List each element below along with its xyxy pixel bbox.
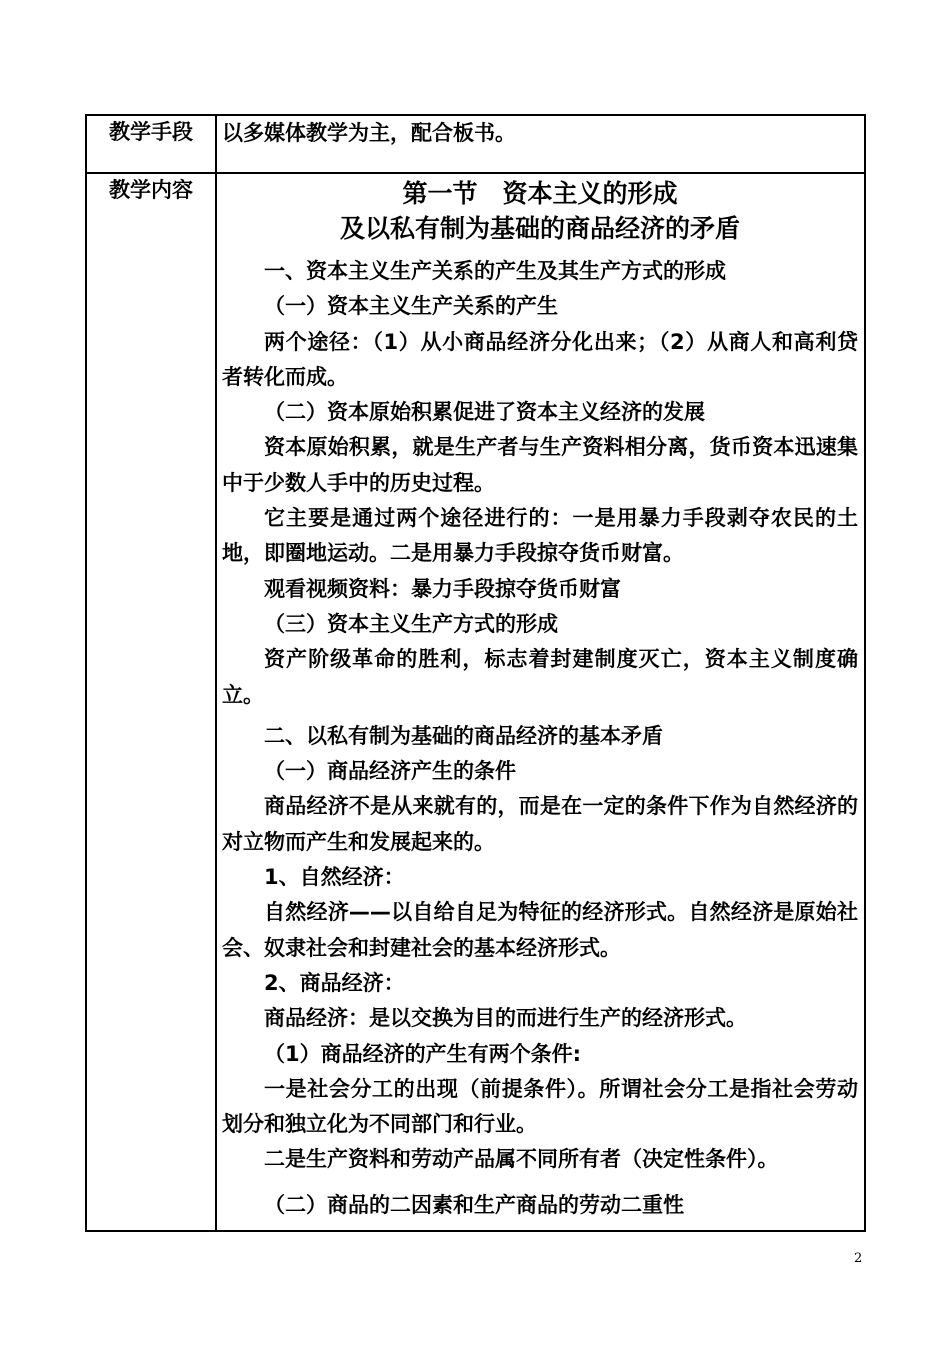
paragraph: 商品经济不是从来就有的，而是在一定的条件下作为自然经济的对立物而产生和发展起来的。 <box>222 794 858 854</box>
paragraph: 商品经济：是以交换为目的而进行生产的经济形式。 <box>264 1006 747 1031</box>
paragraph: 资本原始积累，就是生产者与生产资料相分离，货币资本迅速集中于少数人手中的历史过程。 <box>222 435 858 495</box>
teaching-method-row <box>86 115 865 173</box>
paragraph: 资产阶级革命的胜利，标志着封建制度灭亡，资本主义制度确立。 <box>222 647 858 707</box>
teaching-content-cell <box>216 173 865 1231</box>
lesson-plan-table <box>85 114 866 1232</box>
subheading-1: （一）资本主义生产关系的产生 <box>264 294 558 319</box>
paragraph: 它主要是通过两个途径进行的：一是用暴力手段剥夺农民的土地，即圈地运动。二是用暴力手段掠夺货币财富。 <box>222 506 858 566</box>
teaching-method-value: 以多媒体教学为主，配合板书。 <box>216 115 865 173</box>
subheading-3: （三）资本主义生产方式的形成 <box>264 611 558 636</box>
list-heading-1: 1、自然经济： <box>264 865 405 890</box>
content-body <box>222 254 858 1223</box>
subheading-1: （一）商品经济产生的条件 <box>264 759 516 784</box>
teaching-method-label: 教学手段 <box>86 115 216 173</box>
section-title-line2: 及以私有制为基础的商品经济的矛盾 <box>339 214 740 243</box>
heading-part-two: 二、以私有制为基础的商品经济的基本矛盾 <box>264 723 663 748</box>
section-title-line1: 第一节 资本主义的形成 <box>402 179 678 208</box>
paragraph: 一是社会分工的出现（前提条件）。所谓社会分工是指社会劳动划分和独立化为不同部门和行业。 <box>222 1076 858 1137</box>
paragraph: 两个途径：（1）从小商品经济分化出来；（2）从商人和高利贷者转化而成。 <box>222 329 858 389</box>
section-title <box>222 174 858 246</box>
paragraph: 观看视频资料：暴力手段掠夺货币财富 <box>264 576 621 601</box>
paragraph: 自然经济——以自给自足为特征的经济形式。自然经济是原始社会、奴隶社会和封建社会的基本经济形式。 <box>222 900 858 960</box>
subheading-2: （二）商品的二因素和生产商品的劳动二重性 <box>264 1192 684 1217</box>
heading-part-one: 一、资本主义生产关系的产生及其生产方式的形成 <box>264 259 726 283</box>
page-number: 2 <box>854 1251 863 1266</box>
teaching-content-row <box>86 173 865 1231</box>
list-heading-2: 2、商品经济： <box>264 970 405 995</box>
subheading-2: （二）资本原始积累促进了资本主义经济的发展 <box>264 400 705 425</box>
teaching-content-label: 教学内容 <box>86 173 216 1231</box>
paragraph: （1）商品经济的产生有两个条件: <box>264 1041 582 1066</box>
paragraph: 二是生产资料和劳动产品属不同所有者（决定性条件）。 <box>264 1147 779 1172</box>
